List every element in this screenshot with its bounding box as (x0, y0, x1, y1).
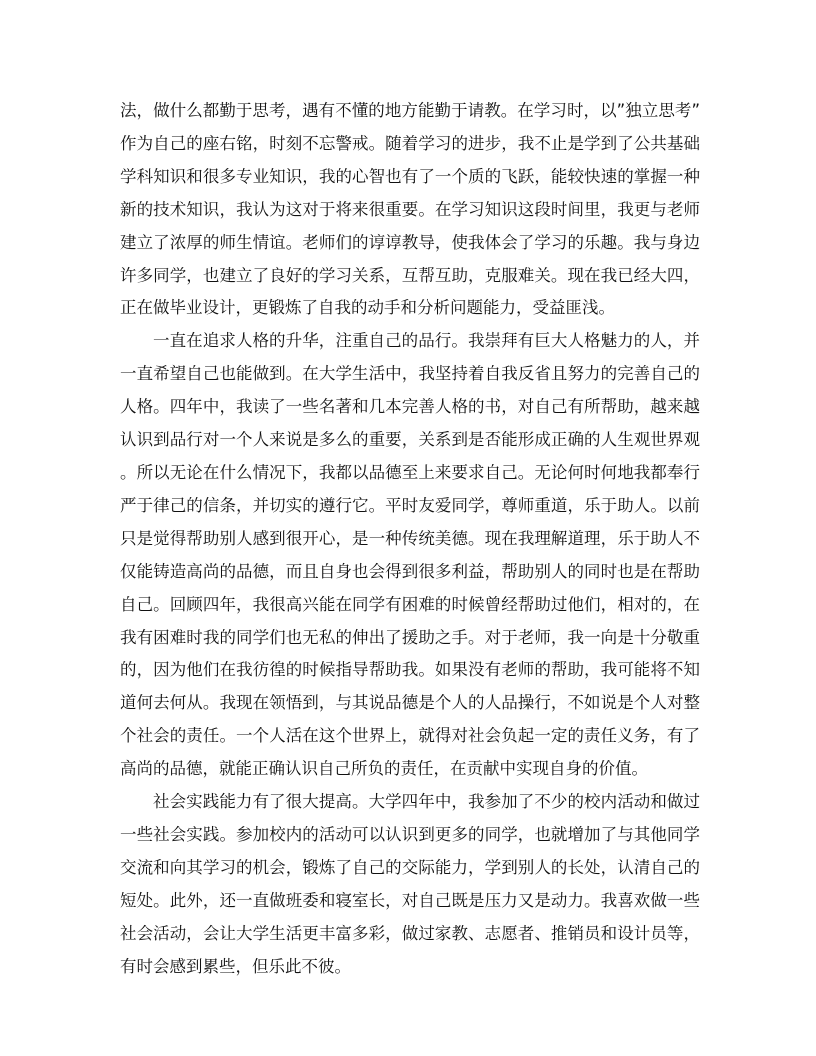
paragraph-social-practice: 社会实践能力有了很大提高。大学四年中，我参加了不少的校内活动和做过一些社会实践。参加校内的活动可以认识到更多的同学，也就增加了与其他同学交流和向其学习的机会，锻炼了自己的交际能力，学到别人的长处，认清自己的短处。此外，还一直做班委和寝室长，对自己既是压力又是动力。我喜欢做一些社会活动，会让大学生活更丰富多彩，做过家教、志愿者、推销员和设计员等，有时会感到累些，但乐此不彼。 (120, 792, 700, 976)
paragraph-character: 一直在追求人格的升华，注重自己的品行。我崇拜有巨大人格魅力的人，并一直希望自己也能做到。在大学生活中，我坚持着自我反省且努力的完善自己的人格。四年中，我读了一些名著和几本完善人格的书，对自己有所帮助，越来越认识到品行对一个人来说是多么的重要，关系到是否能形成正确的人生观世界观。所以无论在什么情况下，我都以品德至上来要求自己。无论何时何地我都奉行严于律己的信条，并切实的遵行它。平时友爱同学，尊师重道，乐于助人。以前只是觉得帮助别人感到很开心，是一种传统美德。现在我理解道理，乐于助人不仅能铸造高尚的品德，而且自身也会得到很多利益，帮助别人的同时也是在帮助自己。回顾四年，我很高兴能在同学有困难的时候曾经帮助过他们，相对的，在我有困难时我的同学们也无私的伸出了援助之手。对于老师，我一向是十分敬重的，因为他们在我彷徨的时候指导帮助我。如果没有老师的帮助，我可能将不知道何去何从。我现在领悟到，与其说品德是个人的人品操行，不如说是个人对整个社会的责任。一个人活在这个世界上，就得对社会负起一定的责任义务，有了高尚的品德，就能正确认识自己所负的责任，在贡献中实现自身的价值。 (120, 331, 700, 779)
paragraph-study: 法，做什么都勤于思考，遇有不懂的地方能勤于请教。在学习时，以”独立思考”作为自己的座右铭，时刻不忘警戒。随着学习的进步，我不止是学到了公共基础学科知识和很多专业知识，我的心智也有了一个质的飞跃，能较快速的掌握一种新的技术知识，我认为这对于将来很重要。在学习知识这段时间里，我更与老师建立了浓厚的师生情谊。老师们的谆谆教导，使我体会了学习的乐趣。我与身边许多同学，也建立了良好的学习关系，互帮互助，克服难关。现在我已经大四，正在做毕业设计，更锻炼了自我的动手和分析问题能力，受益匪浅。 (120, 101, 700, 318)
document-body (120, 95, 700, 983)
